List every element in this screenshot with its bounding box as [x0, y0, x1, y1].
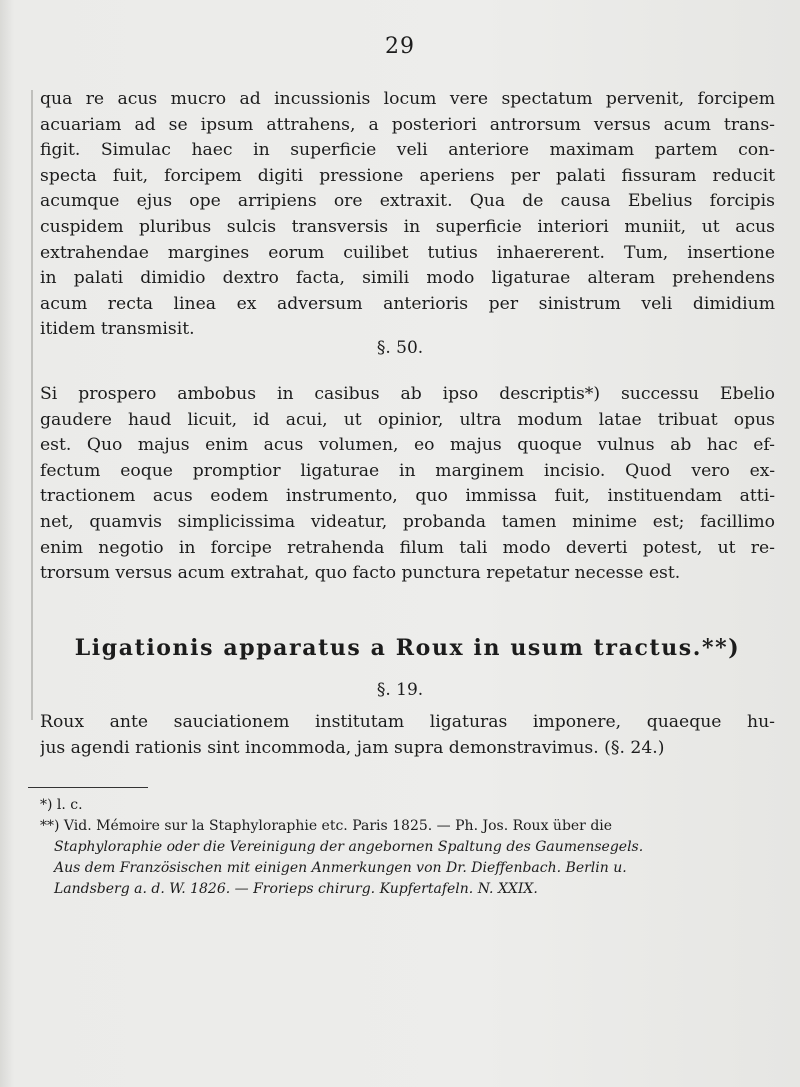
footnote-2-line: Landsberg a. d. W. 1826. — Frorieps chirurg. Kupfertafeln. N. XXIX. — [54, 881, 538, 897]
text-line: est. Quo majus enim acus volumen, eo majus quoque vulnus ab hac ef- — [40, 435, 775, 456]
text-line: extrahendae margines eorum cuilibet tutius inhaererent. Tum, insertione — [40, 242, 775, 263]
text-line: enim negotio in forcipe retrahenda filum tali modo deverti potest, ut re- — [40, 537, 775, 558]
text-line: tractionem acus eodem instrumento, quo immissa fuit, instituendam atti- — [40, 486, 775, 507]
paragraph-2 — [40, 382, 775, 587]
footnote-rule — [28, 787, 148, 788]
text-line: Si prospero ambobus in casibus ab ipso descriptis*) successu Ebelio — [40, 384, 775, 404]
footnote-2-line: **) Vid. Mémoire sur la Staphyloraphie etc. Paris 1825. — Ph. Jos. Roux über die — [40, 818, 613, 834]
section-number-50: §. 50. — [376, 338, 424, 358]
text-line: acum recta linea ex adversum anterioris per sinistrum veli dimidium — [40, 293, 775, 314]
text-line: Roux ante sauciationem institutam ligaturas imponere, quaeque hu- — [40, 712, 775, 732]
binding-shadow — [31, 90, 33, 720]
text-line: acumque ejus ope arripiens ore extraxit. Qua de causa Ebelius forcipis — [40, 191, 775, 212]
text-line: acuariam ad se ipsum attrahens, a posteriori antrorsum versus acum trans- — [40, 114, 775, 135]
text-line: qua re acus mucro ad incussionis locum vere spectatum pervenit, forcipem — [40, 89, 775, 109]
text-line: itidem transmisit. — [40, 319, 195, 340]
footnote-1: *) l. c. — [40, 797, 83, 813]
footnote-2-line: Aus dem Französischen mit einigen Anmerkungen von Dr. Dieffenbach. Berlin u. — [54, 860, 627, 876]
paragraph-3 — [40, 710, 775, 761]
section-heading: Ligationis apparatus a Roux in usum tractus.**) — [74, 635, 741, 661]
page-number: 29 — [385, 34, 415, 59]
text-line: fectum eoque promptior ligaturae in marginem incisio. Quod vero ex- — [40, 460, 775, 481]
text-line: in palati dimidio dextro facta, simili modo ligaturae alteram prehendens — [40, 268, 775, 289]
text-line: net, quamvis simplicissima videatur, probanda tamen minime est; facillimo — [40, 511, 775, 532]
section-number-19: §. 19. — [376, 680, 424, 700]
text-line: jus agendi rationis sint incommoda, jam supra demonstravimus. (§. 24.) — [40, 737, 665, 758]
text-line: cuspidem pluribus sulcis transversis in superficie interiori muniit, ut acus — [40, 216, 775, 237]
text-line: specta fuit, forcipem digiti pressione aperiens per palati fissuram reducit — [40, 165, 775, 186]
paragraph-1 — [40, 87, 775, 343]
footnote-2-line: Staphyloraphie oder die Vereinigung der angebornen Spaltung des Gaumensegels. — [54, 839, 644, 855]
text-line: figit. Simulac haec in superficie veli anteriore maximam partem con- — [40, 140, 775, 161]
text-line: trorsum versus acum extrahat, quo facto punctura repetatur necesse est. — [40, 563, 681, 584]
text-line: gaudere haud licuit, id acui, ut opinior, ultra modum latae tribuat opus — [40, 409, 775, 430]
footnotes — [40, 795, 780, 900]
